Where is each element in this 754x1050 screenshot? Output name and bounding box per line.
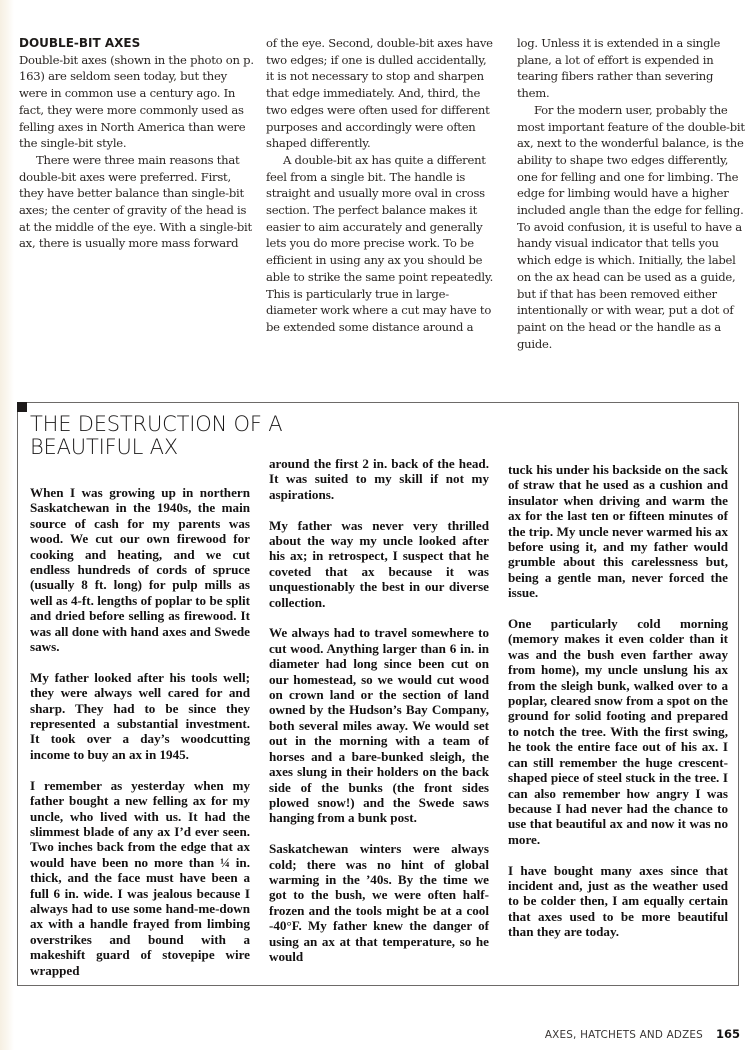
article-column-2 (266, 35, 496, 336)
sidebar-paragraph: Saskatchewan winters were always cold; there was no hint of global warming in the ’40s. By the time we got to the bush, we were often half-frozen and the tools might be at a cool -40°F. My father knew the danger of using an ax at that temperature, so he would (269, 841, 489, 964)
page-number: 165 (715, 1027, 740, 1041)
sidebar-paragraph: One particularly cold morning (memory makes it even colder than it was and the bush even farther away from home), my uncle unslung his ax from the sleigh bunk, walked over to a poplar, cleared snow from a spot on the ground for solid footing and prepared to notch the tree. With the first swing, he took the entire face out of his ax. I can still remember the huge crescent-shaped piece of steel stuck in the tree. I can also remember how angry I was because I had never had the chance to use that beautiful ax and now it was no more. (508, 616, 728, 847)
article-column-1 (19, 35, 255, 252)
page-gutter-shadow (0, 0, 14, 1050)
sidebar-paragraph: We always had to travel somewhere to cut wood. Anything larger than 6 in. in diameter had long since been cut on our homestead, so we would cut wood on crown land or the section of land owned by the Hudson’s Bay Company, both several miles away. We would set out in the morning with a team of horses and a bare-bunked sleigh, the axes slung in their holders on the back side of the bunks (the front sides plowed snow!) and the Swede saws hanging from a bunk post. (269, 625, 489, 826)
sidebar-paragraph: tuck his under his backside on the sack of straw that he used as a cushion and insulator when driving and warm the ax for the last ten or fifteen minutes of the trip. My uncle never warmed his ax before using it, and my father would grumble about this carelessness but, being a gentle man, never forced the issue. (508, 462, 728, 601)
article-column-3 (517, 35, 749, 352)
sidebar-corner-marker (17, 402, 27, 412)
article-paragraph: There were three main reasons that double-bit axes were preferred. First, they have better balance than single-bit axes; the center of gravity of the head is at the middle of the eye. With a single-bit ax, there is usually more mass forward (19, 152, 252, 251)
sidebar-box (17, 402, 739, 986)
article-paragraph: log. Unless it is extended in a single plane, a lot of effort is expended in tearing fibers rather than severing them. (517, 36, 721, 101)
sidebar-column-3 (508, 462, 728, 955)
sidebar-paragraph: I remember as yesterday when my father bought a new felling ax for my uncle, who lived with us. It had the slimmest blade of any ax I’d ever seen. Two inches back from the edge that ax would have been no more than ¼ in. thick, and the face must have been a full 6 in. wide. I was jealous because I always had to use some hand-me-down ax with a handle frayed from limbing overstrikes and bound with a makeshift guard of stovepipe wire wrapped (30, 777, 250, 978)
sidebar-paragraph: When I was growing up in northern Saskatchewan in the 1940s, the main source of cash for my parents was wood. We cut our own firewood for cooking and heating, and we cut endless hundreds of cords of spruce (usually 8 ft. long) for pulp mills as well as 4-ft. lengths of poplar to be split and dried before selling as firewood. It was all done with hand axes and Swede saws. (30, 485, 250, 655)
sidebar-paragraph: I have bought many axes since that incident and, just as the weather used to be colder then, I am equally certain that axes used to be more beautiful than they are today. (508, 862, 728, 940)
article-paragraph: Double-bit axes (shown in the photo on p. 163) are seldom seen today, but they were in common use a century ago. In fact, they were more commonly used as felling axes in North America than were the single-bit style. (19, 52, 254, 151)
sidebar-title-line-2: BEAUTIFUL AX (30, 435, 178, 459)
article-paragraph: For the modern user, probably the most important feature of the double-bit ax, next to the wonderful balance, is the ability to shape two edges differently, one for felling and one for limbing. The edge for limbing would have a higher included angle than the edge for felling. To avoid confusion, it is useful to have a handy visual indicator that tells you which edge is which. Initially, the label on the ax head can be used as a guide, but if that has been removed either intentionally or with wear, put a dot of paint on the head or the handle as a guide. (517, 102, 745, 351)
sidebar-paragraph: around the first 2 in. back of the head. It was suited to my skill if not my aspirations. (269, 456, 489, 502)
sidebar-title-line-1: THE DESTRUCTION OF A (30, 412, 283, 436)
page-footer (545, 1027, 740, 1041)
article-paragraph: A double-bit ax has quite a different feel from a single bit. The handle is straight and usually more oval in cross section. The perfect balance makes it easier to aim accurately and generally lets you do more precise work. To be efficient in using any ax you should be able to strike the same point repeatedly. This is particularly true in large-diameter work where a cut may have to be extended some distance around a (266, 152, 494, 334)
section-heading: DOUBLE-BIT AXES (19, 36, 141, 50)
sidebar-paragraph: My father looked after his tools well; they were always well cared for and sharp. They had to be since they represented a substantial investment. It took over a day’s woodcutting income to buy an ax in 1945. (30, 669, 250, 762)
article-paragraph: of the eye. Second, double-bit axes have two edges; if one is dulled accidentally, it is not necessary to stop and sharpen that edge immediately. And, third, the two edges were often used for different purposes and accordingly were often shaped differently. (266, 36, 493, 151)
sidebar-paragraph: My father was never very thrilled about the way my uncle looked after his ax; in retrospect, I suspect that he coveted that ax because it was unquestionably the best in our diverse collection. (269, 517, 489, 610)
sidebar-column-2 (269, 456, 489, 980)
sidebar-title (30, 413, 282, 459)
sidebar-column-1 (30, 485, 250, 993)
running-head: AXES, HATCHETS AND ADZES (544, 1029, 703, 1041)
